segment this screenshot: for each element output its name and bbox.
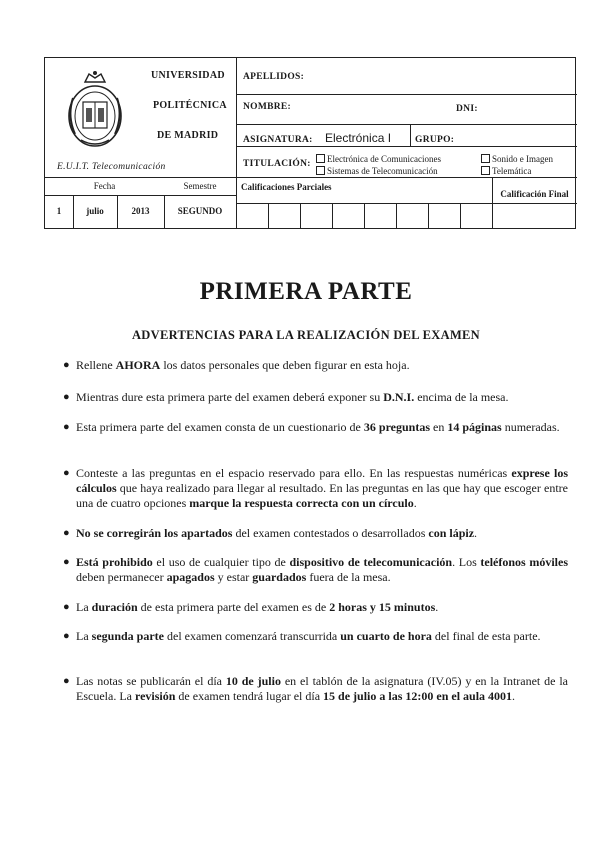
fecha-label: Fecha	[93, 181, 116, 191]
rule-text-segment: 2 horas y 15 minutos	[329, 600, 436, 614]
list-item	[60, 674, 568, 704]
rule-text-segment: Mientras dure esta primera parte del examen deberá exponer su	[76, 390, 384, 404]
rule-text-segment: No se corregirán los apartados	[76, 526, 233, 540]
list-item	[60, 555, 568, 585]
university-name-line-1: UNIVERSIDAD	[151, 70, 225, 81]
grupo-label: GRUPO:	[415, 135, 455, 145]
rule-text-segment: apagados	[166, 570, 215, 584]
rule-text-segment: del examen contestados o desarrollados	[232, 526, 429, 540]
calif-final-label: Calificación Final	[500, 189, 569, 199]
list-item	[60, 358, 568, 373]
titulacion-option-electronica: Electrónica de Comunicaciones	[316, 154, 441, 164]
rule-text-segment: de esta primera parte del examen es de	[137, 600, 330, 614]
titulacion-option-telematica: Telemática	[481, 166, 531, 176]
titulacion-label: TITULACIÓN:	[243, 159, 311, 169]
rule-text-segment: 15 de julio a las 12:00 en el aula 4001	[323, 689, 513, 703]
rule-text-segment: en el tablón de la asignatura (IV.05) y en la Intranet de la Escuela. La	[76, 674, 569, 703]
rule-text-segment: un cuarto de hora	[340, 629, 432, 643]
checkbox-icon	[481, 154, 490, 163]
exam-month: julio	[86, 206, 104, 216]
exam-day: 1	[56, 206, 62, 216]
rule-text-segment: Conteste a las preguntas en el espacio reservado para ello. En las respuestas numéricas	[76, 466, 512, 480]
bullet-icon: ●	[63, 601, 70, 613]
rule-text-segment: .	[512, 689, 516, 703]
rule-text-segment: fuera de la mesa.	[306, 570, 391, 584]
rule-text-segment: La	[76, 629, 92, 643]
rule-text-segment: . Los	[452, 555, 481, 569]
rule-text-segment: Está prohibido	[76, 555, 153, 569]
rule-text-segment: marque la respuesta correcta con un círculo	[189, 496, 414, 510]
list-item	[60, 629, 568, 644]
bullet-icon: ●	[63, 421, 70, 433]
semestre-label: Semestre	[183, 181, 217, 191]
school-name: E.U.I.T. Telecomunicación	[57, 162, 166, 172]
checkbox-icon	[481, 166, 490, 175]
rule-text-segment: 10 de julio	[225, 674, 281, 688]
bullet-icon: ●	[63, 391, 70, 403]
rule-text-segment: guardados	[252, 570, 307, 584]
bullet-icon: ●	[63, 556, 70, 568]
rule-text-segment: La	[76, 600, 92, 614]
titulacion-option-sonido: Sonido e Imagen	[481, 154, 553, 164]
bullet-icon: ●	[63, 527, 70, 539]
rule-text-segment: del examen comenzará transcurrida	[164, 629, 341, 643]
list-item	[60, 390, 568, 405]
rule-text-segment: AHORA	[115, 358, 161, 372]
bullet-icon: ●	[63, 630, 70, 642]
rule-text-segment: .	[474, 526, 478, 540]
university-name-line-3: DE MADRID	[157, 130, 219, 141]
university-name-line-2: POLITÉCNICA	[153, 100, 227, 111]
nombre-label: NOMBRE:	[243, 102, 292, 112]
rule-text-segment: que haya realizado para llegar al resultado. En las preguntas en las que hay que escoger entre una de cuatro opciones	[76, 481, 568, 510]
exam-semester: SEGUNDO	[177, 206, 223, 216]
checkbox-icon	[316, 166, 325, 175]
bullet-icon: ●	[63, 467, 70, 479]
rule-text-segment: teléfonos móviles	[480, 555, 568, 569]
rule-text-segment: del final de esta parte.	[431, 629, 541, 643]
rule-text-segment: dispositivo de telecomunicación	[289, 555, 453, 569]
rule-text-segment: 14 páginas	[447, 420, 502, 434]
rule-text-segment: numeradas.	[501, 420, 560, 434]
rule-text-segment: de examen tendrá lugar el día	[175, 689, 324, 703]
rule-text-segment: Rellene	[76, 358, 116, 372]
rule-text-segment: el uso de cualquier tipo de	[152, 555, 290, 569]
rule-text-segment: exprese los cálculos	[76, 466, 568, 495]
rule-text-segment: los datos personales que deben figurar en esta hoja.	[160, 358, 410, 372]
rule-text-segment: con lápiz	[428, 526, 475, 540]
list-item	[60, 526, 568, 541]
rule-text-segment: revisión	[134, 689, 176, 703]
asignatura-label: ASIGNATURA:	[243, 135, 313, 145]
rule-text-segment: duración	[91, 600, 138, 614]
asignatura-value: Electrónica I	[325, 131, 392, 145]
dni-label: DNI:	[456, 104, 478, 114]
rule-text-segment: .	[435, 600, 439, 614]
exam-year: 2013	[131, 206, 150, 216]
list-item	[60, 466, 568, 511]
rule-text-segment: 36 preguntas	[363, 420, 431, 434]
rule-text-segment: Esta primera parte del examen consta de un cuestionario de	[76, 420, 364, 434]
bullet-icon: ●	[63, 359, 70, 371]
bullet-icon: ●	[63, 675, 70, 687]
rule-text-segment: deben permanecer	[76, 570, 167, 584]
list-item	[60, 420, 568, 435]
rule-text-segment: encima de la mesa.	[414, 390, 509, 404]
calif-parciales-label: Calificaciones Parciales	[241, 182, 332, 192]
titulacion-option-sistemas: Sistemas de Telecomunicación	[316, 166, 438, 176]
university-crest-icon	[63, 68, 127, 150]
rule-text-segment: en	[430, 420, 448, 434]
rule-text-segment: D.N.I.	[383, 390, 415, 404]
rule-text-segment: y estar	[214, 570, 253, 584]
list-item	[60, 600, 568, 615]
rule-text-segment: .	[413, 496, 417, 510]
page-title: PRIMERA PARTE	[199, 278, 413, 305]
exam-header-form	[44, 57, 576, 229]
checkbox-icon	[316, 154, 325, 163]
apellidos-label: APELLIDOS:	[243, 72, 305, 82]
rule-text-segment: Las notas se publicarán el día	[76, 674, 226, 688]
rule-text-segment: segunda parte	[91, 629, 164, 643]
page-subtitle: ADVERTENCIAS PARA LA REALIZACIÓN DEL EXAMEN	[131, 328, 481, 342]
